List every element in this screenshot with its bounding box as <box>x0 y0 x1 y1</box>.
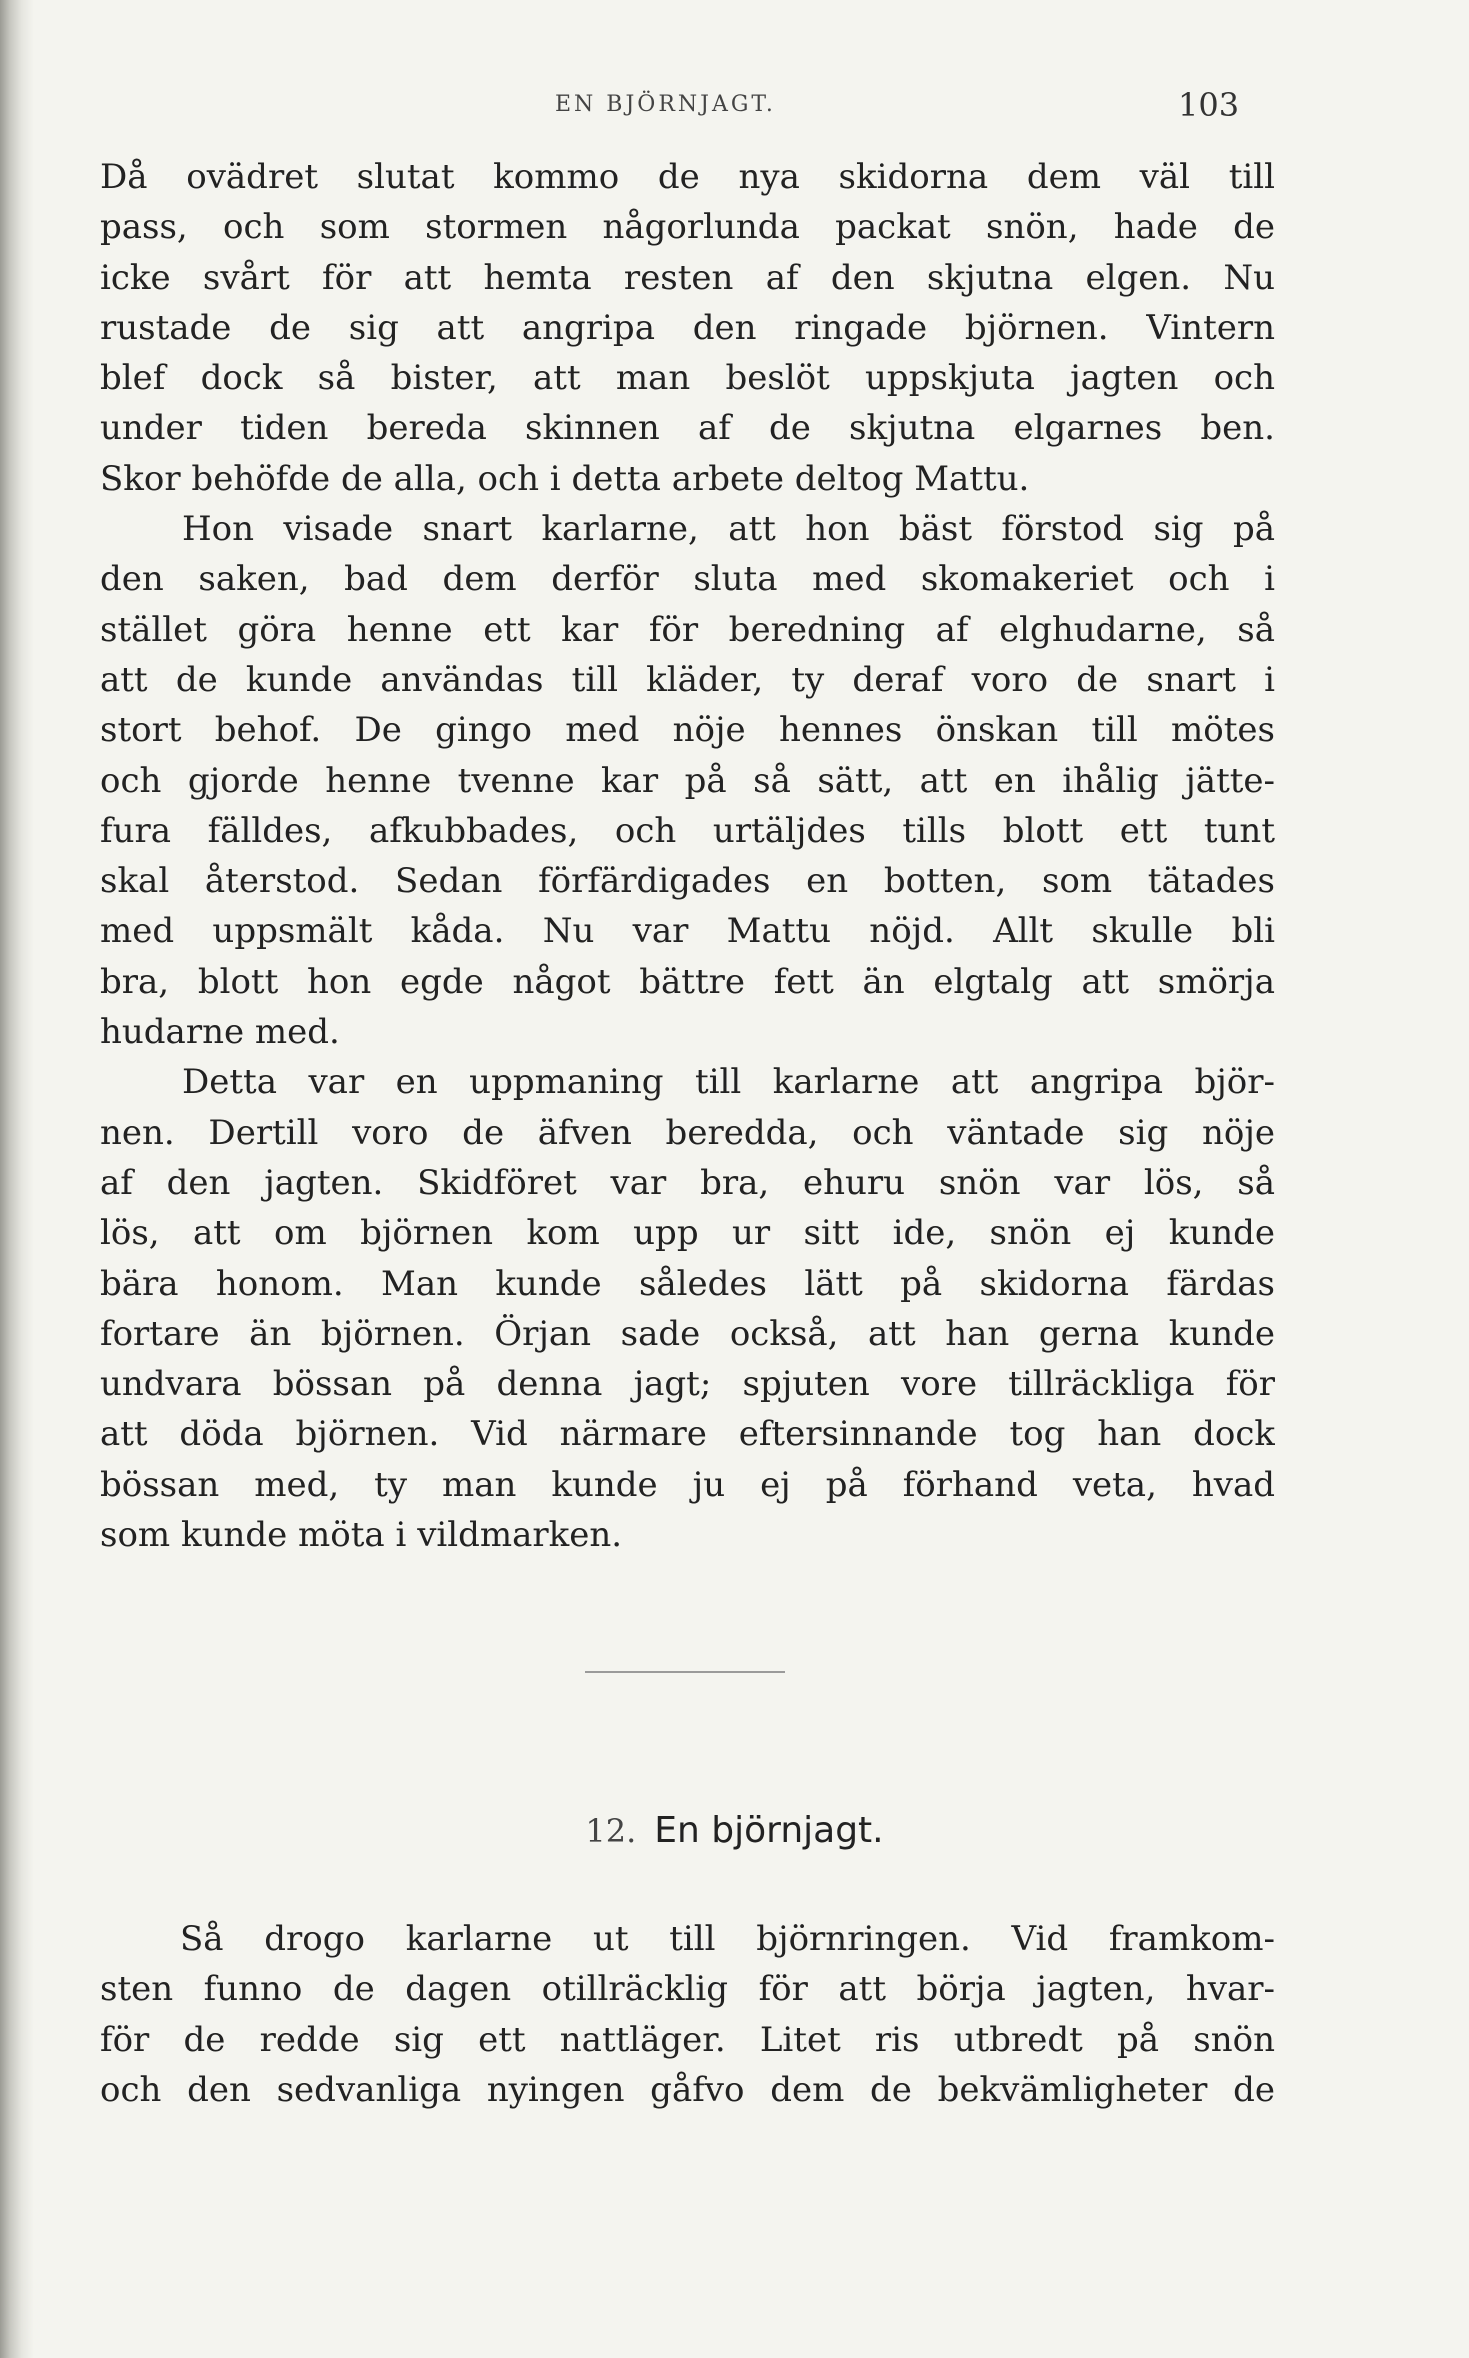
section-heading <box>0 1810 1469 1851</box>
text-line: fura fälldes, afkubbades, och urtäljdes tills blott ett tunt <box>100 810 1275 851</box>
text-line: att de kunde användas till kläder, ty deraf voro de snart i <box>100 659 1275 700</box>
text-line: skal återstod. Sedan förfärdigades en botten, som tätades <box>100 861 1275 902</box>
page-number: 103 <box>1178 86 1240 124</box>
text-line: Detta var en uppmaning till karlarne att angripa björ- <box>182 1062 1275 1103</box>
text-line: med uppsmält kåda. Nu var Mattu nöjd. Allt skulle bli <box>100 911 1275 952</box>
text-line: icke svårt för att hemta resten af den skjutna elgen. Nu <box>100 257 1275 298</box>
text-line: stort behof. De gingo med nöje hennes önskan till mötes <box>100 710 1275 751</box>
text-line: bära honom. Man kunde således lätt på skidorna färdas <box>100 1263 1275 1304</box>
text-line: och gjorde henne tvenne kar på så sätt, att en ihålig jätte- <box>100 760 1275 801</box>
text-line: bra, blott hon egde något bättre fett än elgtalg att smörja <box>100 961 1275 1002</box>
text-line: som kunde möta i vildmarken. <box>100 1515 623 1556</box>
text-line: den saken, bad dem derför sluta med skomakeriet och i <box>100 559 1275 600</box>
text-line: af den jagten. Skidföret var bra, ehuru snön var lös, så <box>100 1162 1275 1203</box>
text-line: Så drogo karlarne ut till björnringen. Vid framkom- <box>180 1919 1275 1959</box>
paragraph-2 <box>100 504 1275 1057</box>
text-line: sten funno de dagen otillräcklig för att börja jagten, hvar- <box>100 1969 1275 2010</box>
paragraph-1 <box>100 152 1275 504</box>
section-title: En björnjagt. <box>654 1810 884 1851</box>
paragraph-4 <box>100 1914 1275 2115</box>
section-number: 12. <box>585 1812 637 1850</box>
text-line: för de redde sig ett nattläger. Litet ris utbredt på snön <box>100 2019 1275 2060</box>
text-line: bössan med, ty man kunde ju ej på förhand veta, hvad <box>100 1464 1275 1505</box>
text-line: blef dock så bister, att man beslöt uppskjuta jagten och <box>100 358 1275 399</box>
text-line: Då ovädret slutat kommo de nya skidorna dem väl till <box>100 157 1275 197</box>
text-line: undvara bössan på denna jagt; spjuten vore tillräckliga för <box>100 1364 1275 1405</box>
text-line: att döda björnen. Vid närmare eftersinnande tog han dock <box>100 1414 1275 1455</box>
text-line: under tiden bereda skinnen af de skjutna elgarnes ben. <box>100 408 1275 449</box>
body-text-bottom <box>100 1914 1275 2115</box>
body-text-top <box>100 152 1275 1560</box>
paragraph-3 <box>100 1057 1275 1560</box>
text-line: nen. Dertill voro de äfven beredda, och väntade sig nöje <box>100 1112 1275 1153</box>
text-line: pass, och som stormen någorlunda packat snön, hade de <box>100 207 1275 248</box>
text-line: fortare än björnen. Örjan sade också, att han gerna kunde <box>100 1313 1275 1354</box>
running-header <box>0 86 1469 126</box>
text-line: och den sedvanliga nyingen gåfvo dem de bekvämligheter de <box>100 2069 1275 2110</box>
text-line: Skor behöfde de alla, och i detta arbete deltog Mattu. <box>100 458 1030 499</box>
section-divider <box>585 1671 785 1673</box>
text-line: stället göra henne ett kar för beredning af elghudarne, så <box>100 609 1275 650</box>
running-header-title: EN BJÖRNJAGT. <box>555 92 776 117</box>
text-line: hudarne med. <box>100 1012 340 1053</box>
text-line: rustade de sig att angripa den ringade björnen. Vintern <box>100 307 1275 348</box>
page-binding-edge <box>0 0 34 2358</box>
text-line: lös, att om björnen kom upp ur sitt ide, snön ej kunde <box>100 1213 1275 1254</box>
text-line: Hon visade snart karlarne, att hon bäst förstod sig på <box>182 509 1275 550</box>
